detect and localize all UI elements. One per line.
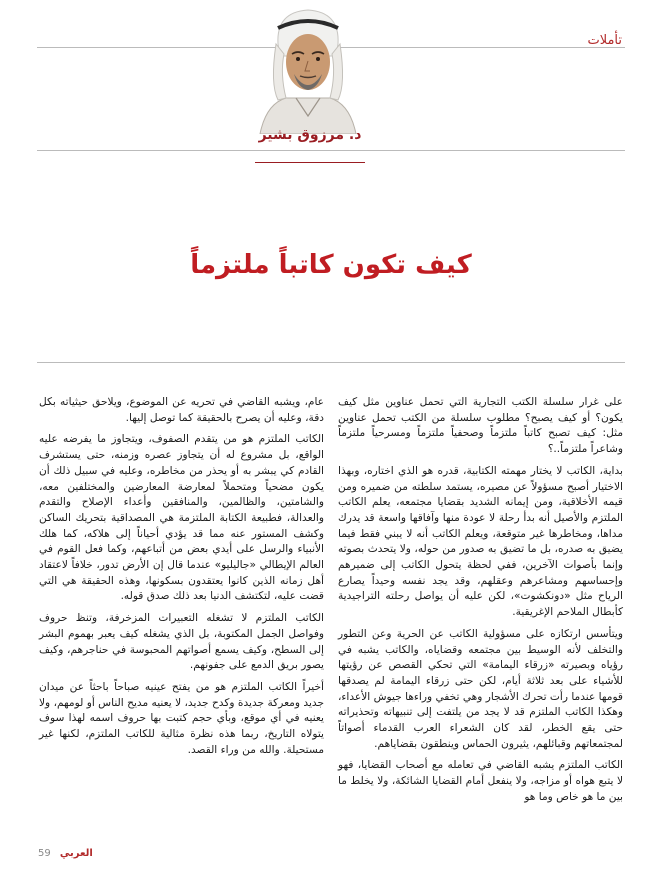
page-footer <box>38 848 93 859</box>
magazine-logo: العربي <box>59 848 93 859</box>
author-portrait <box>256 4 360 134</box>
paragraph: على غرار سلسلة الكتب التجارية التي تحمل عناوين مثل كيف يكون؟ أو كيف يصبح؟ مطلوب سلسلة من الكتب تحمل عناوين مثل: كيف تصبح كاتباً ملتزماً وصحفياً ملتزماً ومسرحياً ملتزماً وشاعراً ملتزماً..؟ <box>338 396 623 456</box>
article-title: كيف تكون كاتباً ملتزماً <box>190 250 472 280</box>
title-rule-top <box>37 150 625 151</box>
paragraph: بداية، الكاتب لا يختار مهمته الكتابية، قدره هو الذي اختاره، وبهذا الاختيار أصبح مسؤولاً عن مصيره، يستمد سلطته من ضميره ومن قيمه الأخلاقية، ومن إيمانه الشديد بقضايا مجتمعه، يعلم الكاتب الملتزم والأصيل أنه بدأ رحلة لا عودة منها وآفاقها واسعة قد يدرك مداها، ومخاطرها غير متوقعة، ويعلم الكاتب أنه لا يبني فقط فيما يضيق به صدره، بل ما تضيق به صدور من حوله، ولا يتحدث بصوته وإنما بأصوات الآخرين، ففي لحظة يتحول الكاتب إلى ضميرهم وإحساسهم ومشاعرهم وعقلهم، وقد يجد نفسه وحيداً يصارع الرياح مثل «دونكشوت»، لكن عليه أن يواصل رحلته التراجيدية كأبطال الملاحم الإغريقية. <box>338 464 623 619</box>
paragraph: عام، ويشبه القاضي في تحريه عن الموضوع، ويلاحق حيثياته بكل دقة، وعليه أن يصرح بالحقيقة كما توصل إليها. <box>39 396 324 424</box>
paragraph: الكاتب الملتزم يشبه القاضي في تعامله مع أصحاب القضايا، فهو لا يتبع هواه أو مزاجه، ولا ينفعل أمام القضايا الشائكة، ولا يخلط ما بين ما هو خاص وما هو <box>338 759 623 803</box>
page-number: 59 <box>38 848 51 859</box>
author-underline <box>255 162 365 163</box>
paragraph: الكاتب الملتزم هو من يتقدم الصفوف، ويتجاوز ما يفرضه عليه الواقع، بل مشروع له أن يتجاوز عصره وزمنه، حتى يستشرف القادم كي يبشر به أو يحذر من مخاطره، وعليه في سبيل ذلك أن يكون مضحياً ومتحملاً لمعارضة المعارضين والمختلفين معه، والشامتين، والظالمين، والمنافقين وأعداء الإصلاح والتقدم والعدالة، فطبيعة الكتابة الملتزمة هي المصداقية بتحريك الساكن وكشف المستور عنه مما قد يؤدي أحياناً إلى هلاكه، كما هلك الأنبياء والرسل على أيدي بعض من أتباعهم، وكما فعل القوم في العالم الإيطالي «جاليليو» عندما قال إن الأرض تدور، خلافاً لاعتقاد أهل زمانه الذين كانوا يعتقدون بسكونها، وهذه الحقيقة هي التي قضت عليه، لتكتشف الدنيا بعد ذلك صدق قوله. <box>39 433 324 603</box>
article-column-left <box>39 395 324 764</box>
paragraph: أخيراً الكاتب الملتزم هو من يفتح عينيه صباحاً باحثاً عن ميدان جديد ومعركة جديدة وكدح جديد، لا يعنيه مديح الناس أو لومهم، ولا يعنيه في أي موقع، وبأي حجم كتبت بها حروف اسمه لهذا سوف يتولاه التاريخ، ربما هذه نظرة مثالية للكاتب الملتزم، لكنها غير مستحيلة. والله من وراء القصد. <box>39 680 324 756</box>
title-rule-bottom <box>37 362 625 363</box>
paragraph: ويتأسس ارتكازه على مسؤولية الكاتب عن الحرية وعن التطور والتخلف لأنه الوسيط بين مجتمعه وقضاياه، والكاتب يشبه في رؤياه وبصيرته «زرقاء اليمامة» التي تحكي القصص عن رؤيتها للأشياء على بعد ثلاثة أيام، لكن حتى زرقاء اليمامة لم يصدقها قومها عندما رأت تحرك الأشجار وهي تخفي وراءها جيوش الأعداء، وهكذا الكاتب الملتزم قد لا يجد من يلتفت إلى تنبيهاته وتحذيراته حتى يقع الخطر، لقد كان الشعراء العرب القدماء أصواتاً لمجتمعاتهم وقبائلهم، يثيرون الحماس وينطقون بقضاياهم. <box>338 627 623 750</box>
section-label: تأملات <box>587 33 622 48</box>
paragraph: الكاتب الملتزم لا تشغله التعبيرات المزخرفة، وتنظ حروف وفواصل الجمل المكتوبة، بل الذي يشغله كيف يعبر بهموم البشر إلى السطح، وكيف يسمع أصواتهم المحبوسة في حناجرهم، وكيف يصور بريق الدمع على جفونهم. <box>39 612 324 672</box>
article-column-right <box>338 395 623 812</box>
author-name: د. مرزوق بشير <box>258 127 362 143</box>
